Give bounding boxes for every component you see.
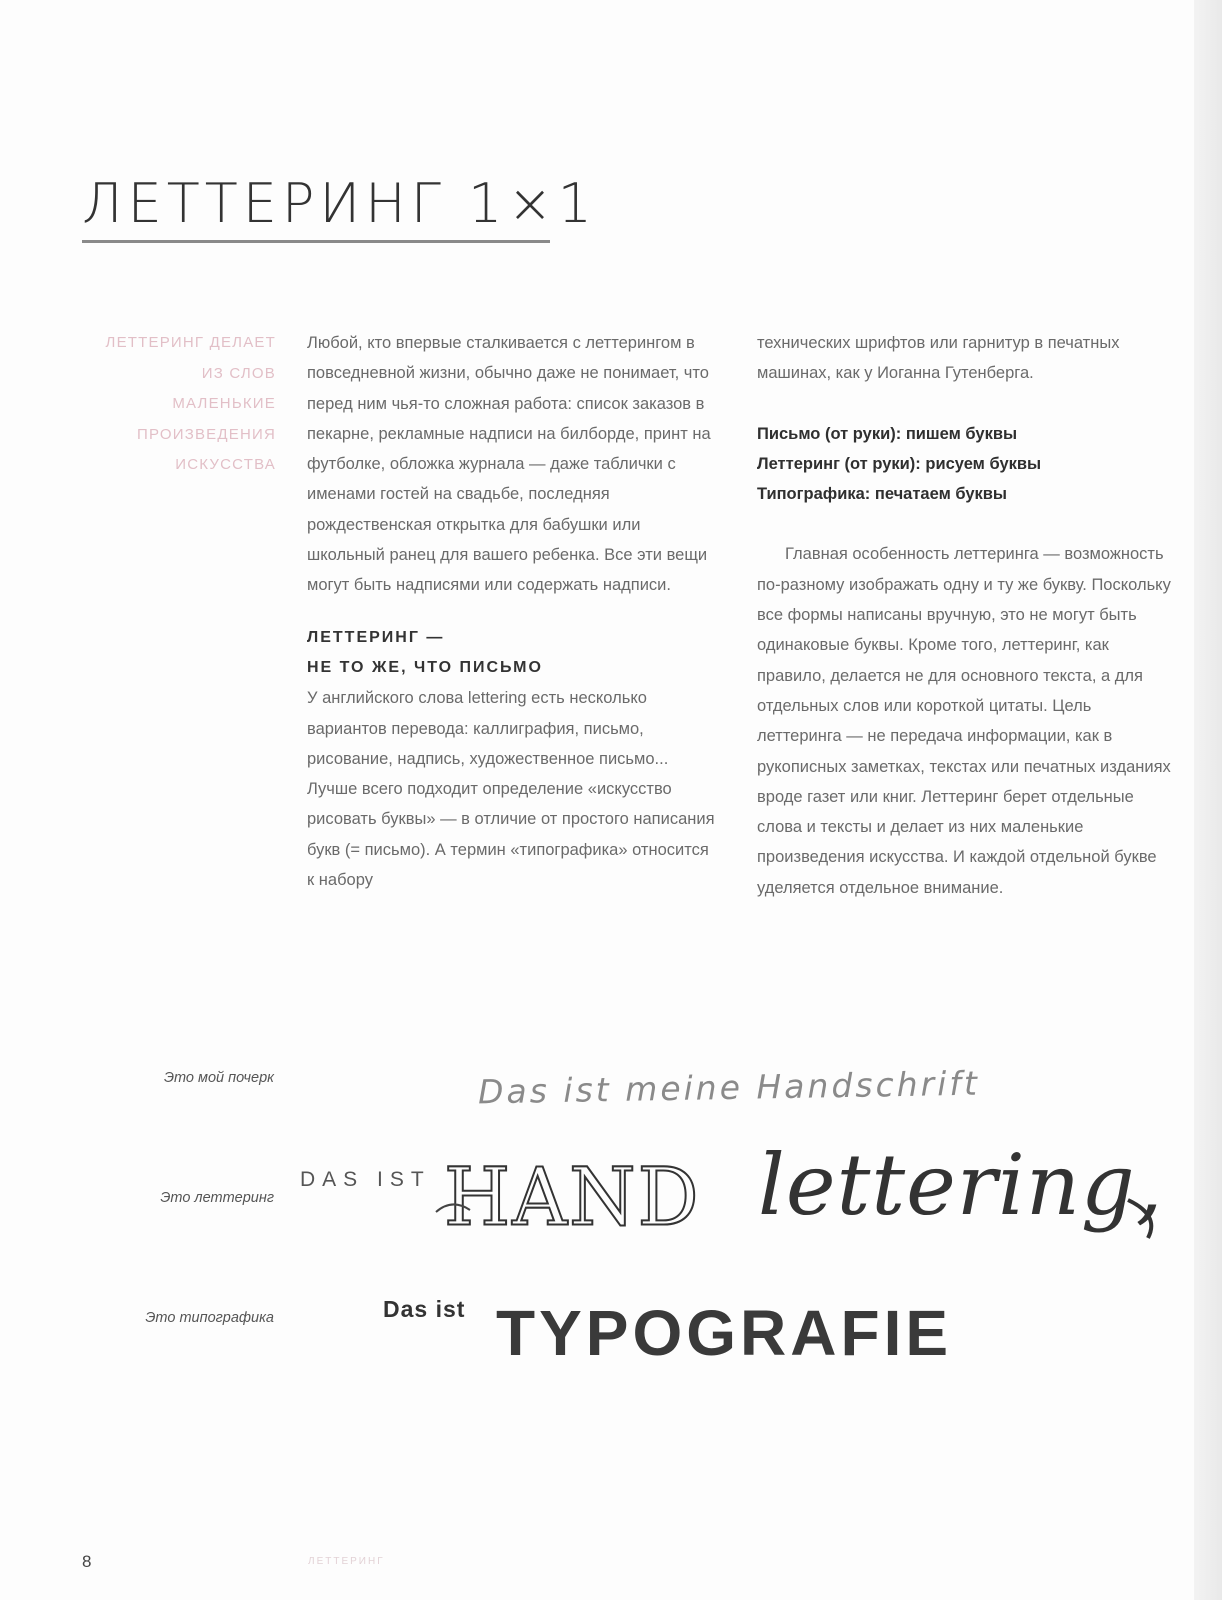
body-paragraph-1: У английского слова lettering есть несколько вариантов перевода: каллиграфия, письмо, рисование, надпись, художественное письмо... Лучше всего подходит определение «искусство рисовать буквы» — в отличие от простого написания букв (= письмо). А термин «типографика» относится к набору (307, 689, 715, 890)
definition-lettering: Леттеринг (от руки): рисуем буквы (757, 454, 1042, 473)
comma-flourish (1128, 1200, 1151, 1238)
handwriting-sample: Das ist meine Handschrift (477, 1063, 981, 1112)
label-lettering: Это леттеринг (160, 1190, 274, 1206)
definition-typography: Типографика: печатаем буквы (757, 485, 1007, 504)
body-paragraph-2: Главная особенность леттеринга — возможность по-разному изображать одну и ту же букву. Поскольку все формы написаны вручную, это не могут быть одинаковые буквы. Кроме того, леттеринг, как правило, делается не для основного текста, а для отдельных слов или короткой цитаты. Цель леттеринга — не передача информации, как в рукописных заметках, текстах или печатных изданиях вроде газет или книг. Леттеринг берет отдельные слова и тексты и делает из них маленькие произведения искусства. И каждой отдельной букве уделяется отдельное внимание. (757, 545, 1171, 897)
lettering-prefix: DAS IST (300, 1168, 431, 1191)
footer-mark: ЛЕТТЕРИНГ (308, 1556, 385, 1567)
page-title: ЛЕТТЕРИНГ 1×1 (82, 172, 597, 235)
subhead-line-2: НЕ ТО ЖЕ, ЧТО ПИСЬМО (307, 658, 543, 676)
definition-writing: Письмо (от руки): пишем буквы (757, 424, 1018, 443)
continuation-paragraph: технических шрифтов или гарнитур в печатных машинах, как у Иоганна Гутенберга. (757, 334, 1120, 383)
lettering-hand-word: HAND (444, 1149, 701, 1244)
lettering-script-word: lettering, (758, 1136, 1164, 1234)
label-typography: Это типографика (145, 1310, 274, 1326)
typography-prefix: Das ist (383, 1296, 466, 1322)
page-number: 8 (82, 1552, 92, 1571)
intro-paragraph: Любой, кто впервые сталкивается с леттерингом в повседневной жизни, обычно даже не понимает, что перед ним чья-то сложная работа: список заказов в пекарне, рекламные надписи на билборде, принт на футболке, обложка журнала — даже таблички с именами гостей на свадьбе, последняя рождественская открытка для бабушки или школьный ранец для вашего ребенка. Все эти вещи могут быть надписями или содержать надписи. (307, 334, 711, 595)
subhead-line-1: ЛЕТТЕРИНГ — (307, 628, 445, 646)
typography-word: TYPOGRAFIE (496, 1297, 953, 1369)
label-handwriting: Это мой почерк (163, 1070, 274, 1086)
pull-quote: ЛЕТТЕРИНГ ДЕЛАЕТ ИЗ СЛОВ МАЛЕНЬКИЕ ПРОИЗВЕДЕНИЯ ИСКУССТВА (105, 334, 276, 473)
hand-serif-stroke (436, 1204, 470, 1212)
